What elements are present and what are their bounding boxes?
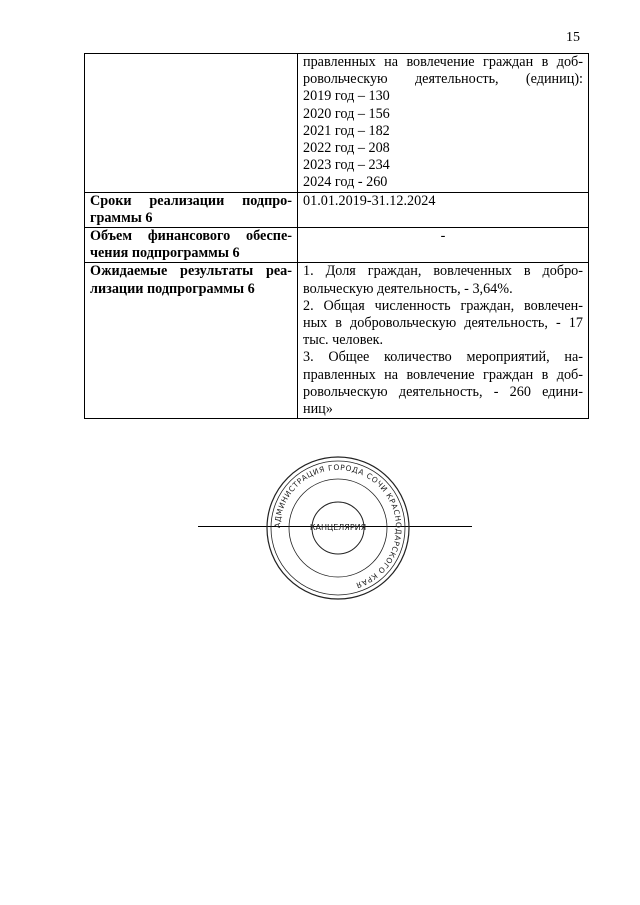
table-row [85, 228, 589, 263]
text-line: правленных на вовлечение граждан в доб- [303, 366, 583, 383]
text-line: 2024 год - 260 [303, 174, 388, 191]
text-line: 1. Доля граждан, вовлеченных в добро- [303, 263, 583, 280]
label-line: Сроки реализации подпро- [90, 192, 292, 209]
label-line: граммы 6 [90, 209, 153, 226]
text-line: ниц» [303, 401, 333, 418]
text-line: 2023 год – 234 [303, 157, 390, 174]
text-line: 3. Общее количество мероприятий, на- [303, 349, 583, 366]
indicator-values-cell [298, 54, 589, 193]
funding-value: - [298, 228, 589, 263]
table-row [85, 263, 589, 419]
text-line: ровольческую деятельность, - 260 едини- [303, 383, 583, 400]
stamp-center-text: КАНЦЕЛЯРИЯ [309, 523, 367, 532]
stamp-ring-text: АДМИНИСТРАЦИЯ ГОРОДА СОЧИ КРАСНОДАРСКОГО КРАЯ [272, 462, 404, 591]
text-line: тыс. человек. [303, 332, 384, 349]
label-line: чения подпрограммы 6 [90, 245, 240, 262]
text-line: правленных на вовлечение граждан в доб- [303, 54, 583, 70]
text-line: ных в добровольческую деятельность, - 17 [303, 315, 583, 332]
text-line: 2. Общая численность граждан, вовлечен- [303, 297, 583, 314]
label-line: лизации подпрограммы 6 [90, 280, 255, 297]
row-label-timeline [85, 192, 298, 227]
page-number: 15 [566, 30, 580, 45]
timeline-value: 01.01.2019-31.12.2024 [298, 192, 589, 227]
subprogram-table [84, 53, 589, 419]
text-line: вольческую деятельность, - 3,64%. [303, 280, 513, 297]
expected-results-cell [298, 263, 589, 419]
label-line: Объем финансового обеспе- [90, 228, 292, 245]
row-label-empty [85, 54, 298, 193]
text-line: 2022 год – 208 [303, 140, 390, 157]
text-line: 2021 год – 182 [303, 122, 390, 139]
text-line: 2020 год – 156 [303, 105, 390, 122]
text-line: ровольческую деятельность, (единиц): [303, 71, 583, 88]
row-label-results [85, 263, 298, 419]
label-line: Ожидаемые результаты реа- [90, 263, 292, 280]
row-label-funding [85, 228, 298, 263]
table-row [85, 192, 589, 227]
official-stamp-icon [264, 454, 412, 602]
text-line: 2019 год – 130 [303, 88, 390, 105]
table-row [85, 54, 589, 193]
